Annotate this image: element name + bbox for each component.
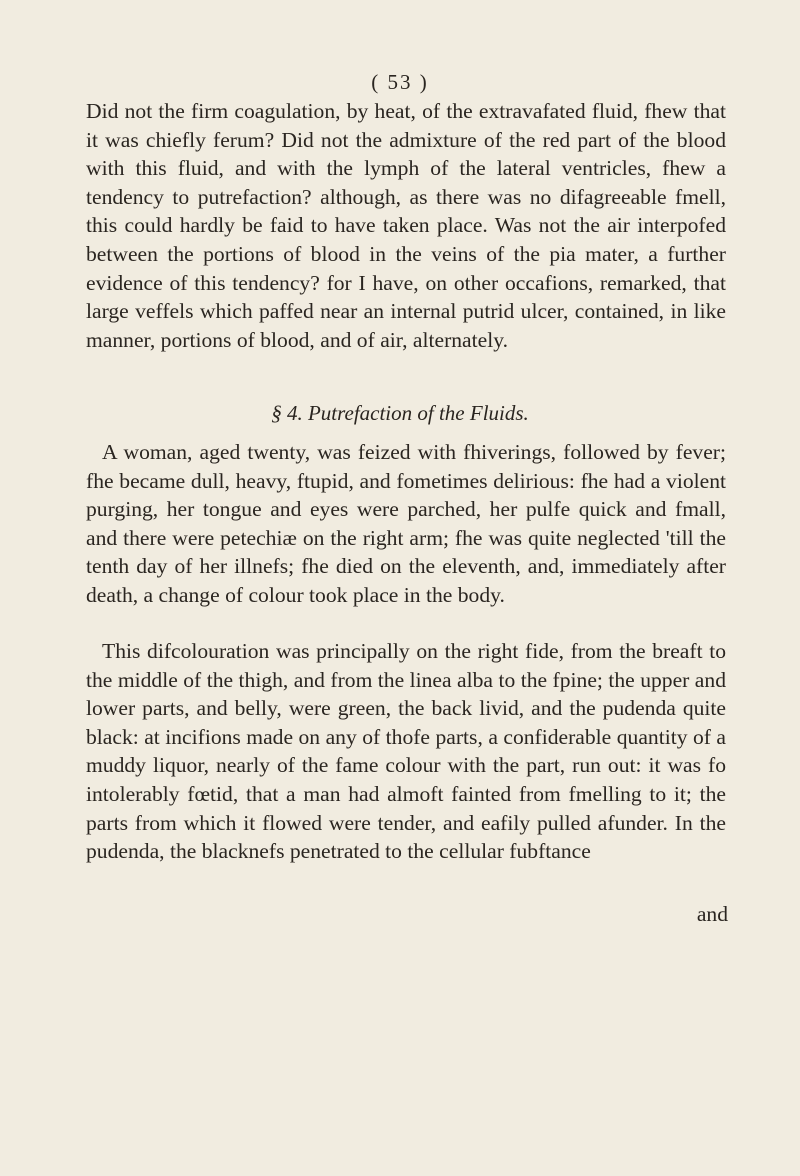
paragraph-3 xyxy=(86,637,726,866)
paragraph-2 xyxy=(86,438,726,610)
paragraph-2-text: A woman, aged twenty, was feized with fhiverings, followed by fever; fhe became dull, heavy, ftupid, and fometimes delirious: fhe had a violent purging, her tongue and eyes were parched, her pulfe quick and fmall, and there were petechiæ on the right arm; fhe was quite neglected 'till the tenth day of her illnefs; fhe died on the eleventh, and, immediately after death, a change of colour took place in the body. xyxy=(86,440,726,607)
paragraph-3-text: This difcolouration was principally on the right fide, from the breaft to the middle of the thigh, and from the linea alba to the fpine; the upper and lower parts, and belly, were green, the back livid, and the pudenda quite black: at incifions made on any of thofe parts, a confiderable quantity of a muddy liquor, nearly of the fame colour with the part, run out: it was fo intolerably fœtid, that a man had almoft fainted from fmelling to it; the parts from which it flowed were tender, and eafily pulled afunder. In the pudenda, the blacknefs penetrated to the cellular fubftance xyxy=(86,639,726,864)
section-heading: § 4. Putrefaction of the Fluids. xyxy=(271,401,529,425)
paragraph-1 xyxy=(86,97,726,354)
paragraph-1-text: Did not the firm coagulation, by heat, of the extravafated fluid, fhew that it was chiefly ferum? Did not the admixture of the red part of the blood with this fluid, and with the lymph of the lateral ventricles, fhew a tendency to putrefaction? although, as there was no difagreeable fmell, this could hardly be faid to have taken place. Was not the air interpofed between the portions of blood in the veins of the pia mater, a further evidence of this tendency? for I have, on other occafions, remarked, that large veffels which paffed near an internal putrid ulcer, contained, in like manner, portions of blood, and of air, alternately. xyxy=(86,99,726,352)
page-number: ( 53 ) xyxy=(371,70,429,94)
catchword: and xyxy=(696,902,728,926)
